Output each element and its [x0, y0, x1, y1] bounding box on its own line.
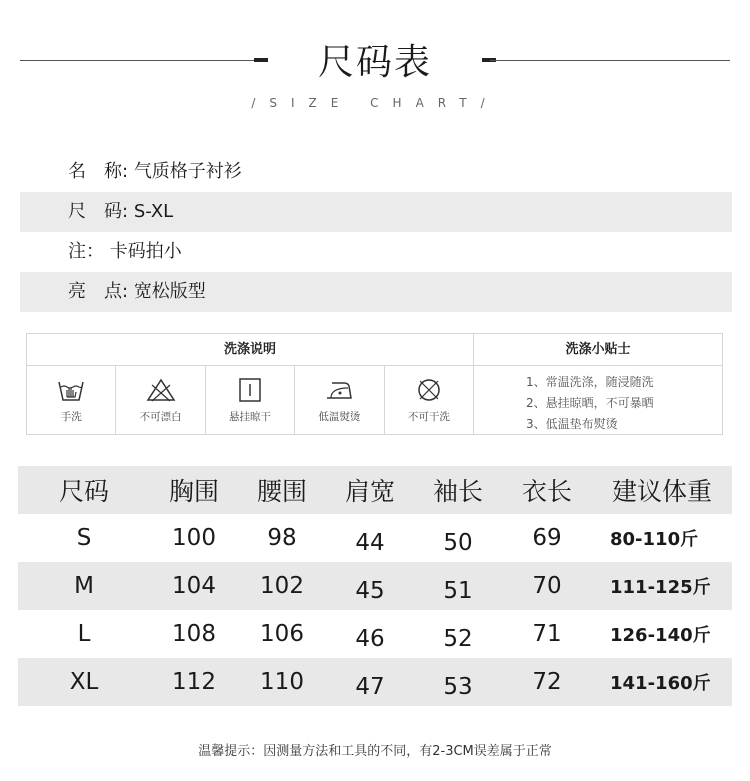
table-cell: 47	[355, 674, 385, 700]
title-divider-right	[490, 60, 730, 61]
care-label: 悬挂晾干	[229, 410, 272, 423]
care-instructions-box	[26, 333, 723, 435]
column-header: 袖长	[432, 477, 483, 506]
info-value: 卡码拍小	[109, 241, 182, 262]
column-header: 胸围	[168, 477, 219, 506]
table-cell: 45	[355, 578, 385, 604]
product-info	[20, 152, 732, 312]
table-cell: L	[77, 621, 91, 647]
care-item-no-dry-clean	[385, 366, 473, 434]
info-value: S-XL	[133, 201, 174, 222]
info-value: 气质格子衬衫	[133, 161, 242, 182]
washing-tips	[473, 334, 722, 434]
washing-instructions-heading: 洗涤说明	[27, 334, 473, 366]
column-header: 肩宽	[344, 477, 395, 506]
care-label: 不可干洗	[407, 410, 450, 423]
table-cell: M	[74, 573, 94, 599]
info-row-name	[20, 152, 732, 192]
info-row-note	[20, 232, 732, 272]
info-row-size	[20, 192, 732, 232]
washing-instructions	[27, 334, 473, 434]
no-dry-clean-icon	[414, 377, 444, 403]
table-cell: 100	[172, 525, 216, 551]
column-header: 尺码	[58, 477, 109, 506]
table-cell: 126-140斤	[610, 625, 711, 646]
info-label: 名 称:	[68, 161, 129, 182]
info-label: 亮 点:	[68, 281, 129, 302]
hand-wash-icon	[56, 377, 86, 403]
info-label: 注：	[68, 241, 104, 262]
table-cell: XL	[69, 669, 99, 695]
no-bleach-icon	[146, 377, 176, 403]
table-cell: 80-110斤	[610, 529, 699, 550]
table-cell: 44	[355, 530, 385, 556]
info-row-highlight	[20, 272, 732, 312]
table-cell: 141-160斤	[610, 673, 711, 694]
column-header: 建议体重	[611, 477, 712, 506]
table-cell: 110	[260, 669, 304, 695]
table-cell: 70	[532, 573, 562, 599]
care-label: 手洗	[60, 410, 82, 423]
washing-tips-heading: 洗涤小贴士	[474, 334, 722, 366]
care-label: 不可漂白	[139, 410, 182, 423]
table-row	[18, 514, 732, 562]
washing-tip: 1、常温洗涤，随浸随洗	[526, 375, 654, 389]
table-cell: 108	[172, 621, 216, 647]
table-cell: 53	[443, 674, 473, 700]
care-item-no-bleach	[116, 366, 205, 434]
table-cell: 46	[355, 626, 385, 652]
footer-note: 温馨提示：因测量方法和工具的不同，有2-3CM误差属于正常	[198, 744, 552, 759]
table-cell: 50	[443, 530, 473, 556]
table-cell: 106	[260, 621, 304, 647]
care-label: 低温熨烫	[318, 410, 361, 423]
table-cell: 71	[532, 621, 562, 647]
table-row	[18, 562, 732, 610]
table-cell: 111-125斤	[610, 577, 711, 598]
care-item-hand-wash	[27, 366, 116, 434]
care-item-hang-dry	[206, 366, 295, 434]
table-cell: 112	[172, 669, 216, 695]
low-iron-icon	[324, 377, 354, 403]
size-table	[18, 466, 732, 706]
table-cell: 104	[172, 573, 216, 599]
care-item-low-iron	[295, 366, 384, 434]
info-value: 宽松版型	[133, 281, 206, 302]
table-row	[18, 658, 732, 706]
page-title: 尺码表	[317, 42, 432, 83]
table-cell: 102	[260, 573, 304, 599]
column-header: 腰围	[256, 477, 307, 506]
info-label: 尺 码:	[68, 201, 129, 222]
table-cell: 69	[532, 525, 562, 551]
table-cell: 72	[532, 669, 562, 695]
column-header: 衣长	[521, 477, 572, 506]
table-row	[18, 610, 732, 658]
table-cell: 51	[443, 578, 473, 604]
table-cell: S	[76, 525, 92, 551]
washing-tip: 3、低温垫布熨烫	[526, 417, 618, 431]
hang-dry-icon	[235, 377, 265, 403]
washing-tip: 2、悬挂晾晒，不可暴晒	[526, 396, 654, 410]
table-cell: 98	[267, 525, 297, 551]
page-subtitle: /SIZE CHART/	[251, 96, 499, 110]
table-cell: 52	[443, 626, 473, 652]
size-table-header	[18, 466, 732, 514]
